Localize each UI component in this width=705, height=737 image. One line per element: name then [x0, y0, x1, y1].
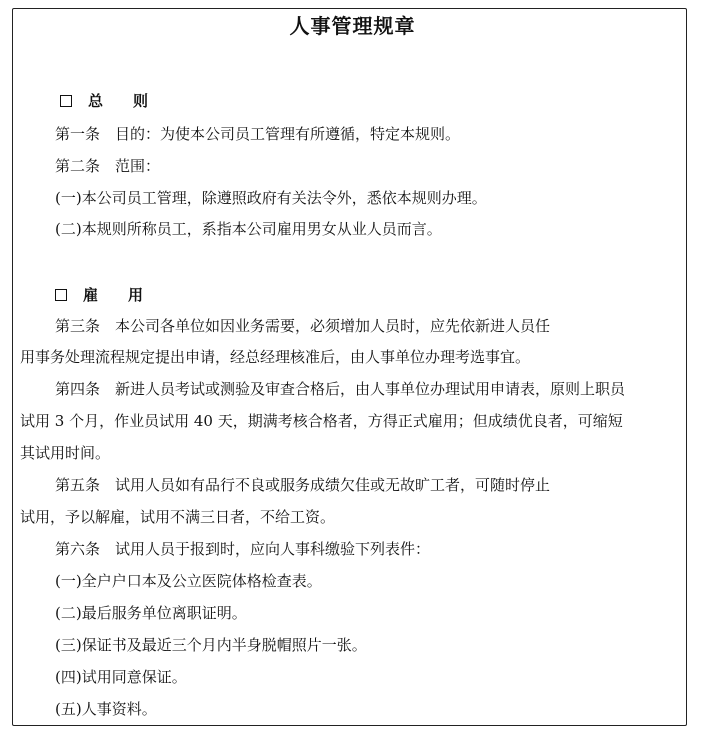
- article-line: (三)保证书及最近三个月内半身脱帽照片一张。: [55, 636, 367, 654]
- article-line: (四)试用同意保证。: [55, 668, 187, 686]
- article-line: (一)全户户口本及公立医院体格检查表。: [55, 572, 322, 590]
- article-line: 第五条 试用人员如有品行不良或服务成绩欠佳或无故旷工者，可随时停止: [55, 476, 551, 494]
- article-line: 用事务处理流程规定提出申请，经总经理核准后，由人事单位办理考选事宜。: [20, 348, 531, 366]
- article-line: 第三条 本公司各单位如因业务需要，必须增加人员时，应先依新进人员任: [55, 317, 551, 335]
- article-line: 试用 3 个月，作业员试用 40 天，期满考核合格者，方得正式雇用；但成绩优良者，可缩短: [20, 412, 623, 430]
- section-heading-general: [60, 90, 178, 111]
- article-line: (二)本规则所称员工，系指本公司雇用男女从业人员而言。: [55, 220, 442, 238]
- article-line: 第四条 新进人员考试或测验及审查合格后，由人事单位办理试用申请表，原则上职员: [55, 380, 626, 398]
- section-heading-employment: [55, 284, 173, 305]
- checkbox-square-icon: [55, 289, 67, 301]
- section-heading-label: 雇用: [83, 286, 174, 304]
- document-title: 人事管理规章: [289, 14, 416, 38]
- checkbox-square-icon: [60, 95, 72, 107]
- article-line: (一)本公司员工管理，除遵照政府有关法令外，悉依本规则办理。: [55, 189, 487, 207]
- article-line: 试用，予以解雇，试用不满三日者，不给工资。: [20, 508, 336, 526]
- article-line: 其试用时间。: [20, 444, 111, 462]
- article-line: 第六条 试用人员于报到时，应向人事科缴验下列表件：: [55, 540, 431, 558]
- article-line: (二)最后服务单位离职证明。: [55, 604, 247, 622]
- article-line: (五)人事资料。: [55, 700, 157, 718]
- article-line: 第二条 范围：: [55, 157, 161, 175]
- section-heading-label: 总则: [88, 92, 179, 110]
- article-line: 第一条 目的：为使本公司员工管理有所遵循，特定本规则。: [55, 125, 461, 143]
